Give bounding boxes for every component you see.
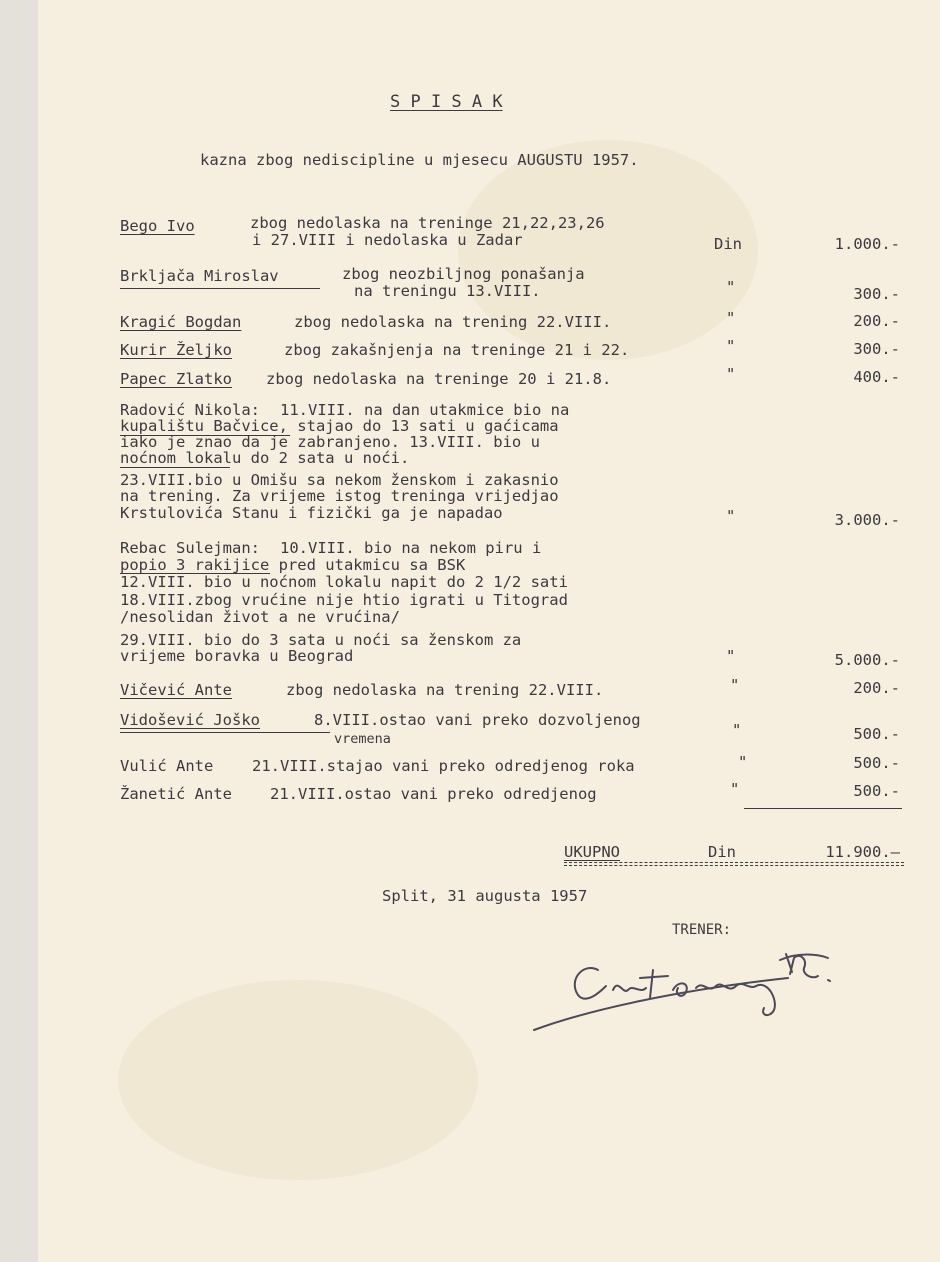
ditto-mark: " [726,309,736,327]
entry-name: Vidošević Joško [120,711,260,729]
entry-name: Rebac Sulejman: [120,539,260,557]
ditto-mark: " [726,365,736,383]
entry-name: Bego Ivo [120,217,195,235]
entry-amount: 500.- [853,725,900,743]
total-currency: Din [708,843,736,861]
name-underline [120,288,320,289]
entry-amount: 1.000.- [834,235,900,253]
document-page [38,0,940,1262]
entry-reason: zbog nedolaska na treninge 21,22,23,26 [250,214,605,232]
entry-reason: zbog neozbiljnog ponašanja [342,265,585,283]
entry-reason: vremena [334,731,391,747]
entry-amount: 300.- [853,285,900,303]
entry-currency: Din [714,235,742,253]
entry-name: Papec Zlatko [120,370,232,388]
ditto-mark: " [732,721,742,739]
entry-name: Vičević Ante [120,681,232,699]
ditto-mark: " [730,676,740,694]
paper-stain [118,980,478,1180]
document-subtitle: kazna zbog nediscipline u mjesecu AUGUSTU 1957. [200,151,639,169]
ditto-mark: " [730,780,740,798]
total-label: UKUPNO [564,843,620,861]
entry-detail: 10.VIII. bio na nekom piru i [280,539,542,557]
entry-detail: vrijeme boravka u Beograd [120,647,354,665]
entry-detail: 29.VIII. bio do 3 sata u noći sa ženskom za [120,631,522,649]
ditto-mark: " [726,647,736,665]
entry-reason: zbog nedolaska na treninge 20 i 21.8. [266,370,612,388]
page-edge [0,0,38,1262]
name-underline [120,732,330,733]
entry-reason: i 27.VIII i nedolaska u Zadar [252,231,523,249]
entry-reason: zbog zakašnjenja na treninge 21 i 22. [284,341,630,359]
entry-amount: 3.000.- [834,511,900,529]
total-double-rule [564,862,904,866]
ditto-mark: " [726,507,736,525]
entry-detail: 23.VIII.bio u Omišu sa nekom ženskom i zakasnio [120,471,559,489]
entry-amount: 300.- [853,340,900,358]
signature-stroke [640,970,668,998]
signature-stroke [575,968,606,999]
entry-detail: kupalištu Bačvice, stajao do 13 sati u gaćicama [120,417,559,435]
entry-reason: 21.VIII.stajao vani preko odredjenog roka [252,757,635,775]
entry-name: Radović Nikola: [120,401,260,419]
entry-reason: zbog nedolaska na trening 22.VIII. [294,313,612,331]
entry-detail: iako je znao da je zabranjeno. 13.VIII. bio u [120,433,540,451]
place-date: Split, 31 augusta 1957 [382,887,588,905]
entry-amount: 200.- [853,679,900,697]
entry-detail: popio 3 rakijice pred utakmicu sa BSK [120,556,466,574]
ditto-mark: " [726,278,736,296]
document-title: S P I S A K [390,92,503,112]
signature-stroke [613,986,646,991]
signature-stroke [790,956,818,977]
entry-detail: 11.VIII. na dan utakmice bio na [280,401,570,419]
signature-stroke [828,980,830,981]
entry-amount: 500.- [853,754,900,772]
ditto-mark: " [726,337,736,355]
trainer-label: TRENER: [672,922,732,938]
entry-detail: 18.VIII.zbog vrućine nije htio igrati u Titograd [120,591,568,609]
signature [528,950,908,1040]
entry-name: Žanetić Ante [120,785,232,803]
entry-amount: 200.- [853,312,900,330]
entry-reason: 21.VIII.ostao vani preko odredjenog [270,785,597,803]
entry-amount: 400.- [853,368,900,386]
entry-name: Vulić Ante [120,757,214,775]
detail-underline [120,467,230,468]
entry-detail: /nesolidan život a ne vrućina/ [120,608,400,626]
entry-reason: 8.VIII.ostao vani preko dozvoljenog [314,711,641,729]
entry-reason: na treningu 13.VIII. [354,282,541,300]
entry-amount: 500.- [853,782,900,800]
entry-reason: zbog nedolaska na trening 22.VIII. [286,681,604,699]
total-amount: 11.900.— [825,843,900,861]
sum-rule [744,808,902,809]
entry-name: Brkljača Miroslav [120,267,279,285]
entry-detail: Krstulovića Stanu i fizički ga je napadao [120,504,503,522]
ditto-mark: " [738,753,748,771]
entry-amount: 5.000.- [834,651,900,669]
entry-detail: 12.VIII. bio u noćnom lokalu napit do 2 1/2 sati [120,573,568,591]
entry-detail: noćnom lokalu do 2 sata u noći. [120,449,410,467]
entry-name: Kurir Željko [120,341,232,359]
entry-name: Kragić Bogdan [120,313,242,331]
entry-detail: na trening. Za vrijeme istog treninga vrijedjao [120,487,559,505]
